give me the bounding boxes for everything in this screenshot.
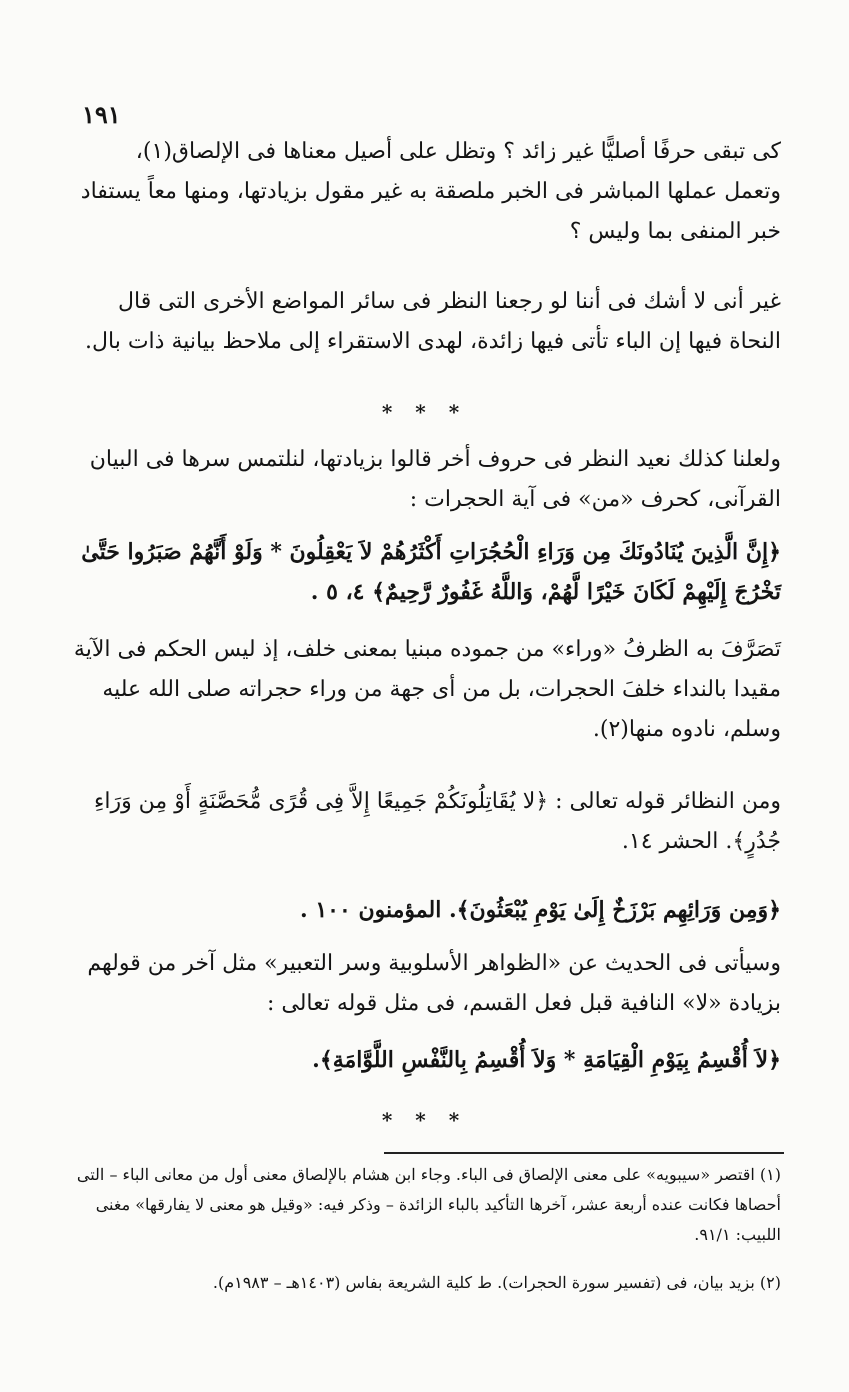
quran-verse: ﴿لاَ أُقْسِمُ بِيَوْمِ الْقِيَامَةِ * وَلاَ أُقْسِمُ بِالنَّفْسِ اللَّوَّامَةِ﴾. <box>312 1047 781 1073</box>
paragraph: تَصَرَّفَ به الظرفُ «وراء» من جموده مبنيا بمعنى خلف، إذ ليس الحكم فى الآية مقيدا بالنداء خلفَ الحجرات، بل من أى جهة من وراء حجراته صلى الله عليه وسلم، نادوه منها(٢). <box>73 637 781 742</box>
paragraph: وسيأتى فى الحديث عن «الظواهر الأسلوبية وسر التعبير» مثل آخر من قولهم بزيادة «لا» النافية قبل فعل القسم، فى مثل قوله تعالى : <box>87 951 781 1016</box>
quran-verse: ﴿وَمِن وَرَائِهِم بَرْزَخٌ إِلَىٰ يَوْمِ يُبْعَثُونَ﴾. المؤمنون ١٠٠ . <box>300 897 781 923</box>
section-separator: * * * <box>381 1108 468 1132</box>
footnote-divider <box>384 1152 784 1154</box>
section-separator: * * * <box>381 400 468 424</box>
paragraph: ومن النظائر قوله تعالى : ﴿لا يُقَاتِلُونَكُمْ جَمِيعًا إِلاَّ فِى قُرًى مُّحَصَّنَةٍ أَوْ مِن وَرَاءِ جُدُرٍ﴾. الحشر ١٤. <box>93 789 781 854</box>
paragraph: غير أنى لا أشك فى أننا لو رجعنا النظر فى سائر المواضع الأخرى التى قال النحاة فيها إن الباء تأتى فيها زائدة، لهدى الاستقراء إلى ملاحظ بيانية ذات بال. <box>85 289 781 354</box>
quran-verse: ﴿إِنَّ الَّذِينَ يُنَادُونَكَ مِن وَرَاءِ الْحُجُرَاتِ أَكْثَرُهُمْ لاَ يَعْقِلُونَ * وَلَوْ أَنَّهُمْ صَبَرُوا حَتَّىٰ تَخْرُجَ إِلَيْهِمْ لَكَانَ خَيْرًا لَّهُمْ، وَاللَّهُ غَفُورٌ رَّحِيمٌ﴾ ٤، ٥ . <box>81 539 781 605</box>
page-number: ١٩١ <box>82 100 121 129</box>
paragraph: كى تبقى حرفًا أصليًّا غير زائد ؟ وتظل على أصيل معناها فى الإلصاق(١)، وتعمل عملها المباشر فى الخبر ملصقة به غير مقول بزيادتها، ومنها معاً يستفاد خبر المنفى بما وليس ؟ <box>80 139 781 244</box>
paragraph: ولعلنا كذلك نعيد النظر فى حروف أخر قالوا بزيادتها، لنلتمس سرها فى البيان القرآنى، كحرف «من» فى آية الحجرات : <box>89 447 781 512</box>
footnote: (١) اقتصر «سيبويه» على معنى الإلصاق فى الباء. وجاء ابن هشام بالإلصاق معنى أول من معانى الباء – التى أحصاها فكانت عنده أربعة عشر، آخرها التأكيد بالباء الزائدة – وذكر فيه: «وقيل هو معنى لا يفارقها» مغنى اللبيب: ٩١/١. <box>76 1165 781 1244</box>
footnote: (٢) بزيد بيان، فى (تفسير سورة الحجرات). ط كلية الشريعة بفاس (١٤٠٣هـ – ١٩٨٣م). <box>212 1273 781 1292</box>
